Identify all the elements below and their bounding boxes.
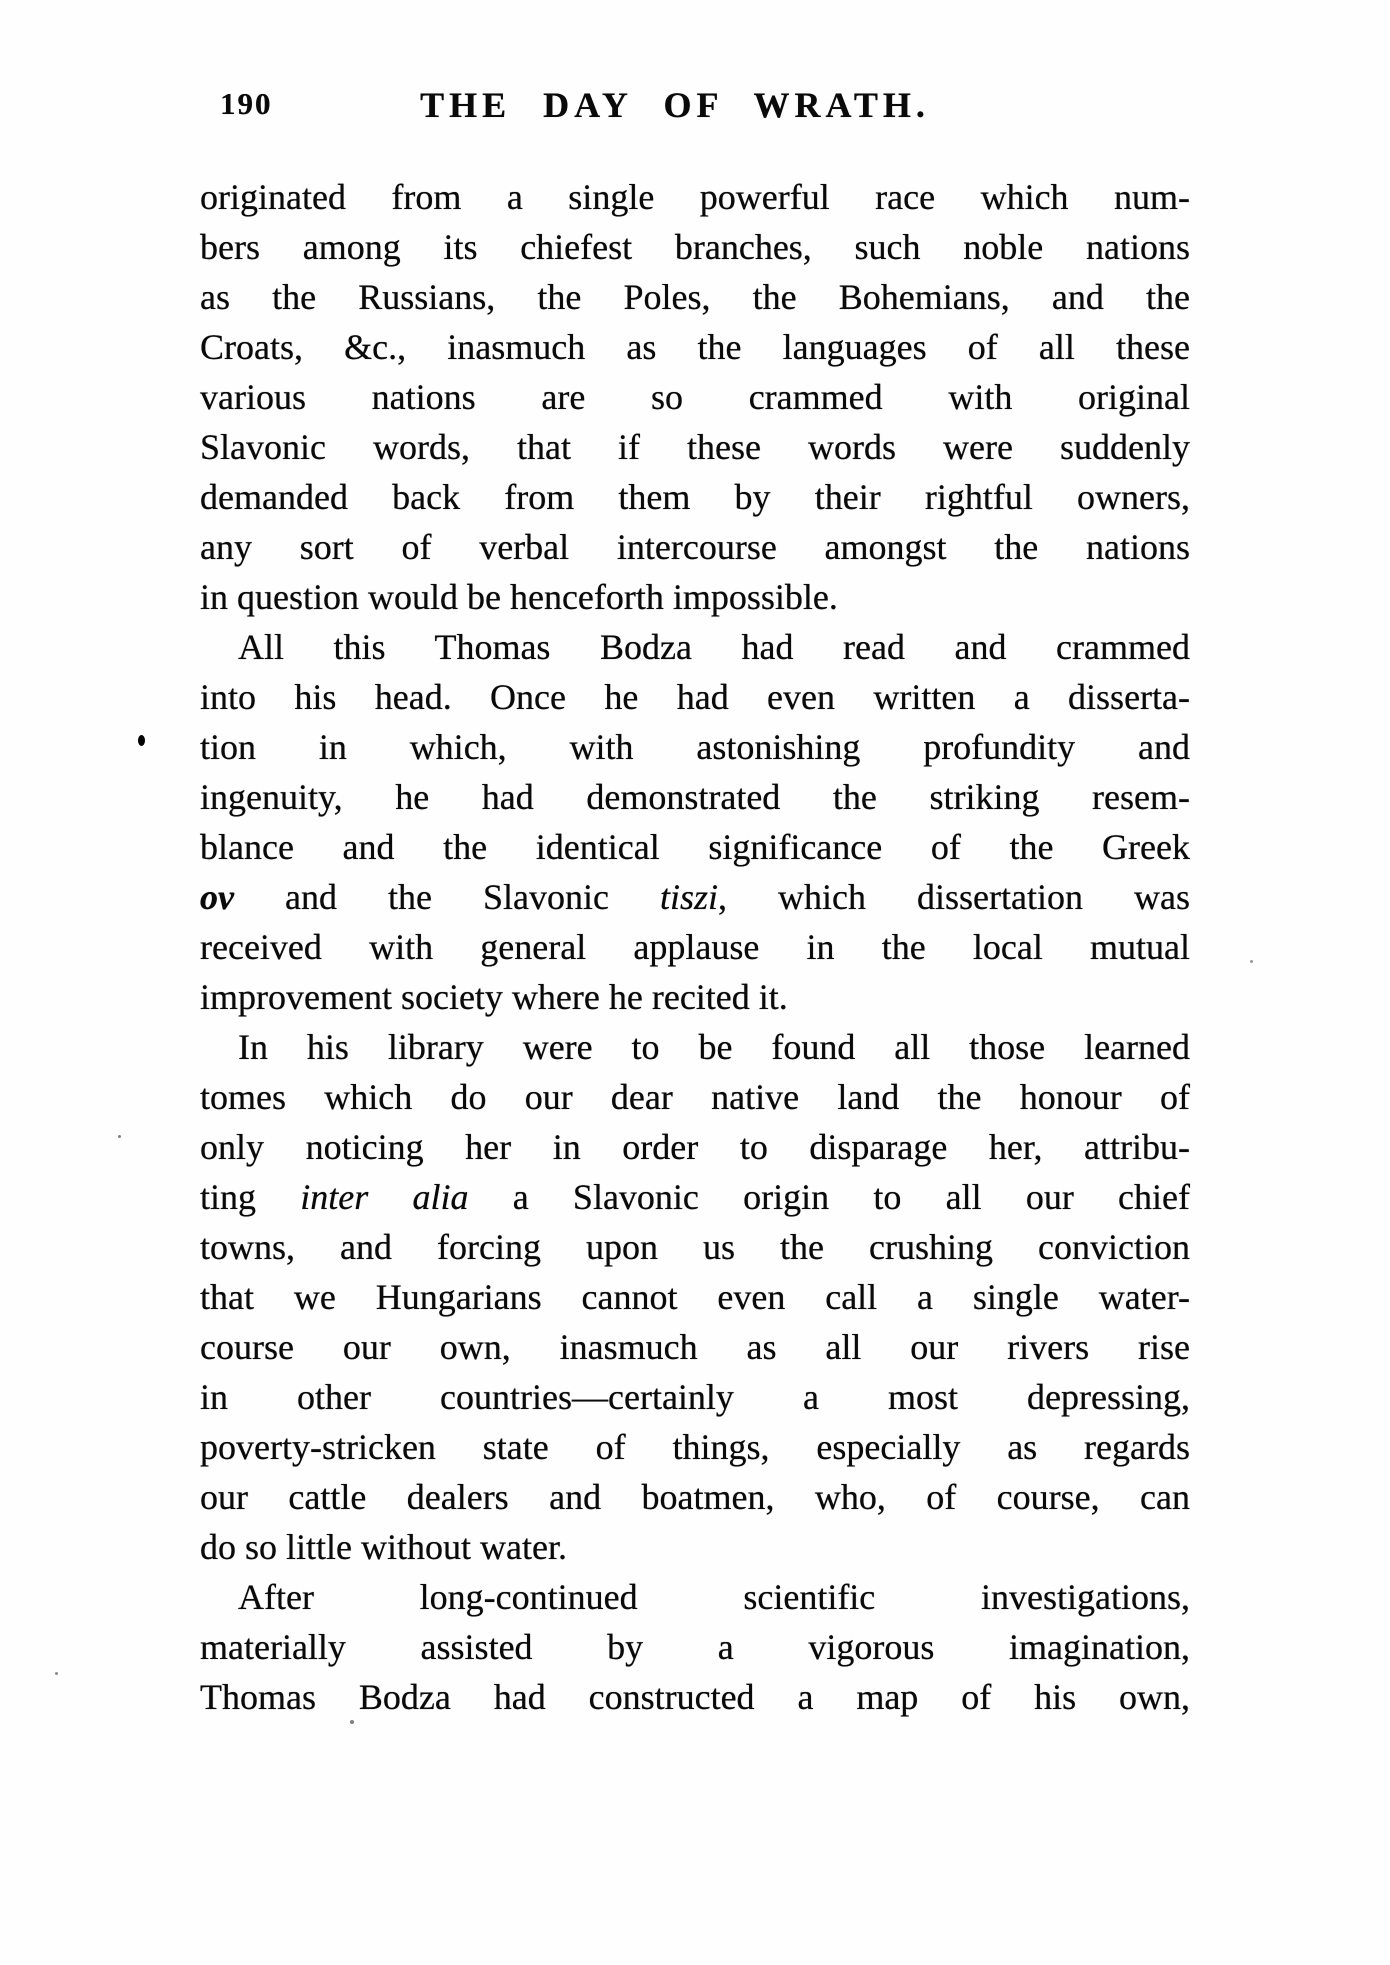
text-segment: into his head. Once he had even written a disserta- xyxy=(200,677,1190,717)
page-body xyxy=(200,172,1190,1722)
text-segment: ting xyxy=(200,1177,301,1217)
text-segment: as the Russians, the Poles, the Bohemians, and the xyxy=(200,277,1190,317)
text-segment: Thomas Bodza had constructed a map of his own, xyxy=(200,1677,1190,1717)
text-segment: originated from a single powerful race which num- xyxy=(200,177,1190,217)
text-line xyxy=(200,922,1190,972)
text-line xyxy=(200,672,1190,722)
text-line xyxy=(200,222,1190,272)
text-segment: course our own, inasmuch as all our rivers rise xyxy=(200,1327,1190,1367)
text-line xyxy=(200,1372,1190,1422)
text-line xyxy=(200,822,1190,872)
text-line xyxy=(200,472,1190,522)
ink-speck xyxy=(138,735,145,746)
text-line xyxy=(200,1672,1190,1722)
text-segment: any sort of verbal intercourse amongst the nations xyxy=(200,527,1190,567)
text-segment: in other countries—certainly a most depressing, xyxy=(200,1377,1190,1417)
text-segment: ingenuity, he had demonstrated the striking resem- xyxy=(200,777,1190,817)
text-segment: demanded back from them by their rightful owners, xyxy=(200,477,1190,517)
text-line xyxy=(200,1272,1190,1322)
text-segment: that we Hungarians cannot even call a single water- xyxy=(200,1277,1190,1317)
text-line xyxy=(200,972,1190,1022)
text-segment: Croats, &c., inasmuch as the languages of all these xyxy=(200,327,1190,367)
text-segment: blance and the identical significance of the Greek xyxy=(200,827,1190,867)
text-line xyxy=(200,1022,1190,1072)
ink-speck xyxy=(118,1135,121,1138)
text-line xyxy=(200,1172,1190,1222)
text-line xyxy=(200,322,1190,372)
text-line xyxy=(200,1072,1190,1122)
text-line xyxy=(200,1572,1190,1622)
text-segment: a Slavonic origin to all our chief xyxy=(468,1177,1190,1217)
text-segment: Slavonic words, that if these words were suddenly xyxy=(200,427,1190,467)
emphasized-text: ov xyxy=(200,877,234,917)
text-segment: in question would be henceforth impossible. xyxy=(200,577,838,617)
emphasized-text: tiszi xyxy=(659,877,719,917)
paragraph xyxy=(200,172,1190,622)
ink-speck xyxy=(55,1672,58,1675)
text-segment: , which dissertation was xyxy=(718,877,1190,917)
text-segment: materially assisted by a vigorous imagination, xyxy=(200,1627,1190,1667)
page-header xyxy=(200,84,1190,128)
text-segment: poverty-stricken state of things, especially as regards xyxy=(200,1427,1190,1467)
paragraph xyxy=(200,622,1190,1022)
text-segment: our cattle dealers and boatmen, who, of course, can xyxy=(200,1477,1190,1517)
text-line xyxy=(200,1222,1190,1272)
text-line xyxy=(200,372,1190,422)
text-segment: various nations are so crammed with original xyxy=(200,377,1190,417)
text-line xyxy=(200,1322,1190,1372)
page-number: 190 xyxy=(220,86,273,121)
text-segment: tomes which do our dear native land the honour of xyxy=(200,1077,1190,1117)
text-line xyxy=(200,422,1190,472)
running-title: THE DAY OF WRATH. xyxy=(420,85,930,125)
emphasized-text: inter alia xyxy=(300,1177,469,1217)
text-segment: After long-continued scientific investigations, xyxy=(238,1577,1190,1617)
text-line xyxy=(200,272,1190,322)
text-segment: towns, and forcing upon us the crushing conviction xyxy=(200,1227,1190,1267)
text-line xyxy=(200,772,1190,822)
text-line xyxy=(200,1522,1190,1572)
text-segment: do so little without water. xyxy=(200,1527,567,1567)
text-segment: received with general applause in the local mutual xyxy=(200,927,1190,967)
text-segment: only noticing her in order to disparage her, attribu- xyxy=(200,1127,1190,1167)
text-segment: tion in which, with astonishing profundity and xyxy=(200,727,1190,767)
text-segment: improvement society where he recited it. xyxy=(200,977,788,1017)
ink-speck xyxy=(1250,960,1253,963)
text-line xyxy=(200,572,1190,622)
paragraph xyxy=(200,1572,1190,1722)
text-line xyxy=(200,172,1190,222)
text-line xyxy=(200,1472,1190,1522)
text-segment: and the Slavonic xyxy=(233,877,660,917)
text-segment: bers among its chiefest branches, such noble nations xyxy=(200,227,1190,267)
text-line xyxy=(200,872,1190,922)
text-line xyxy=(200,522,1190,572)
text-line xyxy=(200,622,1190,672)
text-line xyxy=(200,1622,1190,1672)
text-line xyxy=(200,1122,1190,1172)
paragraph xyxy=(200,1022,1190,1572)
text-segment: All this Thomas Bodza had read and crammed xyxy=(238,627,1190,667)
text-line xyxy=(200,722,1190,772)
ink-speck xyxy=(350,1720,354,1724)
text-line xyxy=(200,1422,1190,1472)
text-segment: In his library were to be found all those learned xyxy=(238,1027,1190,1067)
